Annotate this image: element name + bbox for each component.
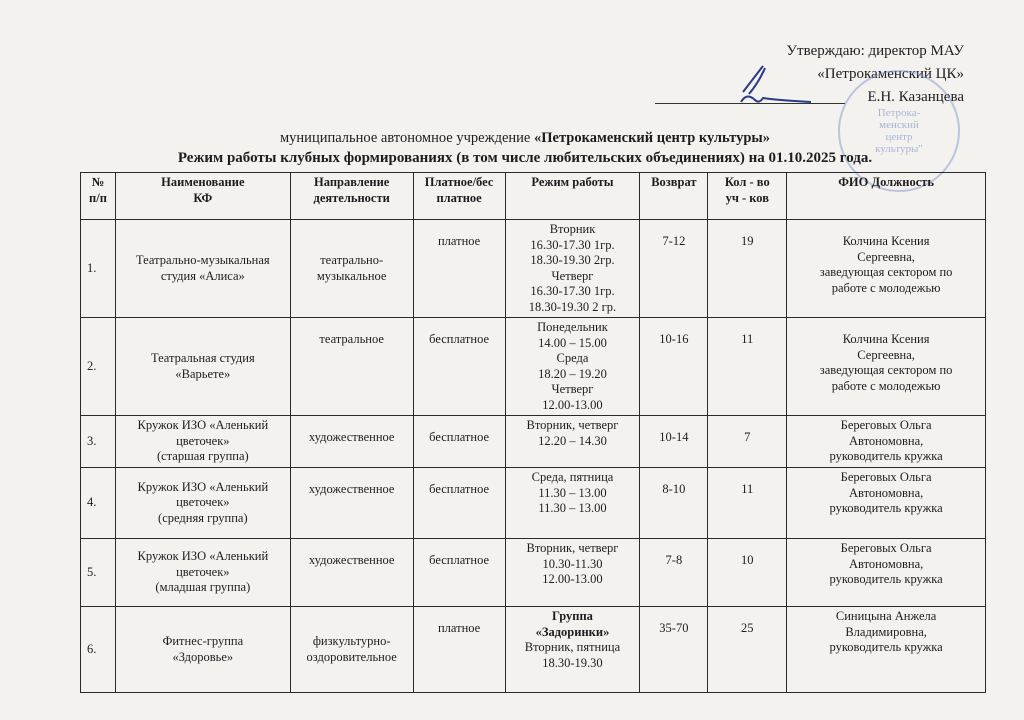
row-number: 1. — [81, 220, 116, 318]
club-name-line: «Варьете» — [175, 366, 231, 381]
row-number: 6. — [81, 607, 116, 693]
direction-line: художественное — [308, 430, 395, 444]
direction — [290, 468, 413, 539]
direction-line: театрально- — [320, 253, 384, 267]
row-number: 3. — [81, 416, 116, 468]
schedule-line: 18.30-19.30 2 гр. — [528, 299, 617, 314]
paid-status: бесплатное — [413, 416, 505, 468]
column-header-line: Направление — [314, 175, 390, 189]
direction-line: оздоровительное — [306, 649, 397, 664]
stamp-text: культуры" — [875, 143, 923, 155]
schedule-table — [80, 172, 986, 693]
club-name-line: Театральная студия — [150, 351, 255, 365]
stamp-text: Петрока- — [877, 107, 921, 119]
column-header — [81, 173, 116, 220]
leader-line: руководитель кружка — [829, 640, 943, 654]
column-header-line: Режим работы — [531, 175, 614, 189]
schedule-line: «Задоринки» — [535, 624, 610, 639]
schedule-line: 12.20 – 14.30 — [538, 433, 607, 448]
participant-count: 25 — [708, 607, 787, 693]
schedule-line: Четверг — [551, 382, 594, 396]
leader — [787, 607, 986, 693]
column-header-line: Возврат — [651, 175, 697, 189]
schedule — [505, 318, 640, 416]
schedule-line: 10.30-11.30 — [542, 556, 603, 571]
club-name-line: студия «Алиса» — [160, 268, 245, 283]
leader-line: Береговых Ольга — [840, 418, 932, 432]
leader-line: Сергеевна, — [857, 347, 915, 362]
leader — [787, 416, 986, 468]
age-range: 35-70 — [640, 607, 708, 693]
column-header — [115, 173, 290, 220]
schedule-line: Среда — [556, 351, 589, 365]
column-header — [708, 173, 787, 220]
schedule-line: 16.30-17.30 1гр. — [530, 237, 615, 252]
leader — [787, 318, 986, 416]
leader — [787, 220, 986, 318]
direction-line: театральное — [319, 332, 384, 346]
schedule-line: 11.30 – 13.00 — [538, 485, 607, 500]
stamp-text: менский — [879, 119, 919, 131]
approval-line-2: «Петрокаменский ЦК» — [817, 66, 964, 82]
direction-line: художественное — [308, 482, 395, 496]
leader-line: работе с молодежью — [831, 378, 941, 393]
leader-line: Колчина Ксения — [842, 234, 930, 248]
paid-status: платное — [413, 220, 505, 318]
leader-line: Сергеевна, — [857, 249, 915, 264]
club-name-line: цветочек» — [176, 564, 230, 579]
age-range: 8-10 — [640, 468, 708, 539]
leader-line: Владимировна, — [845, 624, 927, 639]
club-name-line: (средняя группа) — [158, 510, 248, 525]
table-row — [81, 468, 986, 539]
org-name: «Петрокаменский центр культуры» — [534, 130, 770, 146]
table-row — [81, 539, 986, 607]
row-number: 5. — [81, 539, 116, 607]
schedule-line: 12.00-13.00 — [542, 572, 603, 586]
direction — [290, 318, 413, 416]
club-name — [115, 607, 290, 693]
schedule — [505, 539, 640, 607]
column-header — [413, 173, 505, 220]
schedule-line: Вторник, четверг — [526, 541, 619, 555]
column-header — [640, 173, 708, 220]
schedule-line: Группа — [552, 609, 593, 623]
club-name-line: «Здоровье» — [172, 649, 234, 664]
direction-line: художественное — [308, 553, 395, 567]
table-row — [81, 416, 986, 468]
schedule — [505, 468, 640, 539]
leader-line: Береговых Ольга — [840, 470, 932, 484]
column-header-line: платное — [436, 190, 482, 205]
age-range: 10-14 — [640, 416, 708, 468]
document-title: Режим работы клубных формированиях (в том числе любительских объединениях) на 01.10.2025 года. — [177, 150, 873, 166]
age-range: 7-12 — [640, 220, 708, 318]
organization-line — [0, 130, 1024, 147]
schedule-line: 18.30-19.30 2гр. — [530, 253, 615, 267]
leader-line: руководитель кружка — [829, 449, 943, 463]
club-name-line: цветочек» — [176, 495, 230, 510]
schedule-line: Вторник, пятница — [524, 640, 621, 654]
participant-count: 11 — [708, 468, 787, 539]
schedule-line: 12.00-13.00 — [542, 397, 603, 412]
club-name-line: Кружок ИЗО «Аленький — [137, 549, 269, 564]
column-header-line: Наименование — [161, 175, 245, 189]
leader-line: Автономовна, — [848, 433, 924, 448]
leader-line: работе с молодежью — [831, 280, 941, 295]
leader — [787, 539, 986, 607]
participant-count: 10 — [708, 539, 787, 607]
participant-count: 19 — [708, 220, 787, 318]
club-name-line: Кружок ИЗО «Аленький — [137, 479, 269, 494]
paid-status: бесплатное — [413, 468, 505, 539]
leader-line: руководитель кружка — [829, 572, 943, 586]
schedule — [505, 607, 640, 693]
leader-line: Автономовна, — [848, 485, 924, 500]
schedule-line: Понедельник — [537, 320, 608, 334]
club-name-line: Театрально-музыкальная — [136, 253, 270, 267]
leader-line: Автономовна, — [848, 556, 924, 571]
approval-line-3: Е.Н. Казанцева — [867, 89, 964, 105]
club-name-line: Фитнес-группа — [162, 634, 244, 648]
leader-line: заведующая сектором по — [819, 363, 953, 377]
leader — [787, 468, 986, 539]
direction-line: музыкальное — [316, 268, 387, 283]
direction — [290, 416, 413, 468]
stamp-text: центр — [885, 131, 913, 143]
column-header — [290, 173, 413, 220]
schedule-line: 14.00 – 15.00 — [538, 335, 607, 350]
schedule — [505, 220, 640, 318]
direction — [290, 220, 413, 318]
row-number: 4. — [81, 468, 116, 539]
schedule-line: 16.30-17.30 1гр. — [530, 284, 615, 298]
schedule-line: Четверг — [551, 268, 594, 283]
signature-icon — [735, 62, 815, 107]
direction — [290, 539, 413, 607]
age-range: 10-16 — [640, 318, 708, 416]
club-name-line: (младшая группа) — [155, 580, 251, 595]
row-number: 2. — [81, 318, 116, 416]
club-name — [115, 318, 290, 416]
paid-status: бесплатное — [413, 318, 505, 416]
club-name — [115, 539, 290, 607]
table-row — [81, 220, 986, 318]
leader-line: руководитель кружка — [829, 501, 943, 515]
approval-line-1: Утверждаю: директор МАУ — [786, 43, 964, 59]
leader-line: Береговых Ольга — [840, 541, 932, 555]
column-header-line: Платное/бес — [424, 175, 494, 189]
schedule-line: Вторник, четверг — [526, 418, 619, 432]
leader-line: Синицына Анжела — [835, 609, 937, 623]
column-header-line: КФ — [193, 190, 213, 205]
column-header-line: Кол - во — [724, 175, 770, 189]
club-name-line: Кружок ИЗО «Аленький — [137, 418, 269, 433]
column-header-line: п/п — [89, 190, 107, 205]
column-header-line: № — [91, 175, 105, 189]
leader-line: заведующая сектором по — [819, 265, 953, 279]
club-name — [115, 220, 290, 318]
age-range: 7-8 — [640, 539, 708, 607]
club-name-line: (старшая группа) — [156, 449, 249, 464]
column-header-line: деятельности — [313, 190, 390, 205]
column-header-line: ФИО Должность — [838, 175, 935, 189]
club-name-line: цветочек» — [176, 433, 230, 448]
table-row — [81, 607, 986, 693]
schedule-line: Вторник — [549, 222, 596, 236]
leader-line: Колчина Ксения — [842, 332, 930, 346]
participant-count: 7 — [708, 416, 787, 468]
column-header — [505, 173, 640, 220]
club-name — [115, 468, 290, 539]
schedule-line: 18.30-19.30 — [542, 655, 603, 670]
schedule-line: Среда, пятница — [531, 470, 614, 484]
schedule — [505, 416, 640, 468]
direction-line: физкультурно- — [312, 634, 391, 648]
table-header-row — [81, 173, 986, 220]
paid-status: бесплатное — [413, 539, 505, 607]
column-header — [787, 173, 986, 220]
schedule-line: 18.20 – 19.20 — [538, 366, 607, 381]
column-header-line: уч - ков — [725, 190, 770, 205]
participant-count: 11 — [708, 318, 787, 416]
org-prefix: муниципальное автономное учреждение — [280, 130, 534, 146]
direction — [290, 607, 413, 693]
schedule-line: 11.30 – 13.00 — [538, 501, 607, 515]
paid-status: платное — [413, 607, 505, 693]
club-name — [115, 416, 290, 468]
table-row — [81, 318, 986, 416]
